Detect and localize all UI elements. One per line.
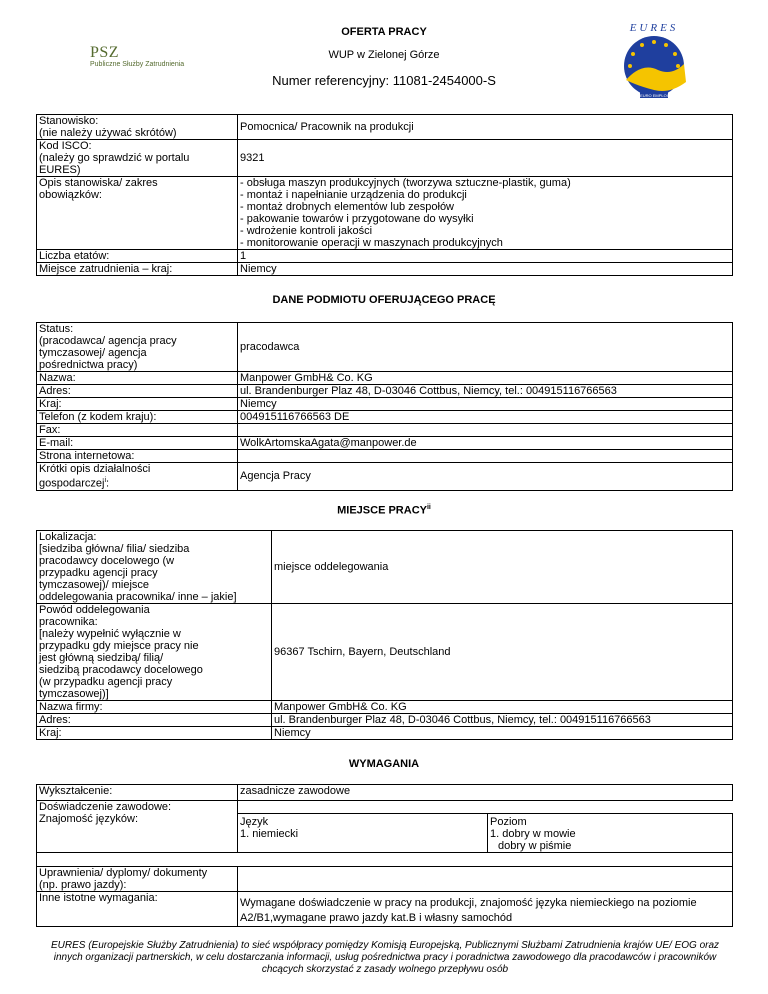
label-position: Stanowisko: (nie należy używać skrótów) [37,115,238,140]
duty-item: - monitorowanie operacji w maszynach produkcyjnych [240,237,503,249]
job-table [36,114,733,276]
value-fax [238,424,733,437]
label-isco: Kod ISCO: (należy go sprawdzić w portalu EURES) [37,140,238,177]
duty-item: - pakowanie towarów i przygotowane do wysyłki [240,213,474,225]
value-location: miejsce oddelegowania [272,531,733,604]
requirements-section-title: WYMAGANIA [348,758,420,770]
value-workplace-country: Niemcy [272,727,733,740]
value-address: ul. Brandenburger Plaz 48, D-03046 Cottbus, Niemcy, tel.: 004915116766563 [238,385,733,398]
label-location: Lokalizacja: [siedziba główna/ filia/ siedziba pracodawcy docelowego (w przypadku agencji pracy tymczasowej)/ miejsce oddelegowania pracownika/ inne – jakie] [37,531,272,604]
office-name: WUP w Zielonej Górze [328,49,440,61]
eures-emblem-icon [612,20,696,104]
label-workplace-address: Adres: [37,714,272,727]
document-title: OFERTA PRACY [341,26,427,38]
value-phone: 004915116766563 DE [238,411,733,424]
label-phone: Telefon (z kodem kraju): [37,411,238,424]
value-reason: 96367 Tschirn, Bayern, Deutschland [272,604,733,701]
label-employer-country: Kraj: [37,398,238,411]
value-isco: 9321 [238,140,733,177]
level-cell: Poziom 1. dobry w mowie dobry w piśmie [488,813,733,852]
value-name: Manpower GmbH& Co. KG [238,372,733,385]
language-cell: Język 1. niemiecki [238,813,488,852]
label-address: Adres: [37,385,238,398]
psz-logo-text: PSZ [90,44,120,61]
label-reason: Powód oddelegowania pracownika: [należy wypełnić wyłącznie w przypadku gdy miejsce pracy nie jest główną siedzibą/ filią/ siedzibą pracodawcy docelowego (w przypadku agencji pracy tymczasowej)] [37,604,272,701]
psz-logo-subtext: Publiczne Służby Zatrudnienia [90,61,185,68]
label-duties: Opis stanowiska/ zakres obowiązków: [37,177,238,250]
label-country: Miejsce zatrudnienia – kraj: [37,263,238,276]
requirements-table [36,784,733,927]
label-fax: Fax: [37,424,238,437]
label-experience: Doświadczenie zawodowe: [37,801,238,814]
value-duties [238,177,733,250]
label-other: Inne istotne wymagania: [37,891,238,926]
duty-item: - wdrożenie kontroli jakości [240,225,373,237]
value-employer-country: Niemcy [238,398,733,411]
value-activity: Agencja Pracy [238,463,733,491]
eures-logo-text: EURES [629,22,679,34]
value-position: Pomocnica/ Pracownik na produkcji [238,115,733,140]
workplace-table [36,530,733,740]
value-experience [238,801,733,814]
label-workplace-country: Kraj: [37,727,272,740]
employer-table [36,322,733,491]
value-other: Wymagane doświadczenie w pracy na produkcji, znajomość języka niemieckiego na poziomie A2/B1,wymagane prawo jazdy kat.B i własny samochód [238,891,733,926]
value-education: zasadnicze zawodowe [238,785,733,801]
value-permissions [238,866,733,891]
reference-number: Numer referencyjny: 11081-2454000-S [272,73,496,88]
eures-logo [612,20,696,104]
label-education: Wykształcenie: [37,785,238,801]
label-languages: Znajomość języków: [37,813,238,852]
value-email[interactable]: WolkArtomskaAgata@manpower.de [238,437,733,450]
label-status: Status: (pracodawca/ agencja pracy tymczasowej/ agencja pośrednictwa pracy) [37,323,238,372]
footer-note: EURES (Europejskie Służby Zatrudnienia) to sieć współpracy pomiędzy Komisją Europejską, Publicznymi Służbami Zatrudnienia krajów UE/ EOG oraz innych organizacji partnerskich, w celu dostarczania informacji, usług pośrednictwa pracy i poradnictwa zawodowego dla pracodawców i pracowników chcących skorzystać z zasady wolnego przepływu osób [50,940,720,975]
workplace-section-title: MIEJSCE PRACY$^{ii}$ [337,504,431,517]
duty-item: - montaż i napełnianie urządzenia do produkcji [240,189,467,201]
value-positions-count: 1 [238,250,733,263]
employer-section-title: DANE PODMIOTU OFERUJĄCEGO PRACĘ [272,294,496,306]
label-company: Nazwa firmy: [37,701,272,714]
label-permissions: Uprawnienia/ dyplomy/ dokumenty (np. prawo jazdy): [37,866,238,891]
eures-logo-subtext: EURO EMPLOI [640,93,668,98]
label-name: Nazwa: [37,372,238,385]
duty-item: - montaż drobnych elementów lub zespołów [240,201,455,213]
label-positions-count: Liczba etatów: [37,250,238,263]
label-activity: Krótki opis działalności gospodarczej$^i$: [37,463,238,491]
label-email: E-mail: [37,437,238,450]
value-company: Manpower GmbH& Co. KG [272,701,733,714]
psz-logo [90,44,220,68]
duty-item: - obsługa maszyn produkcyjnych (tworzywa sztuczne-plastik, guma) [240,177,571,189]
label-website: Strona internetowa: [37,450,238,463]
value-website [238,450,733,463]
value-workplace-address: ul. Brandenburger Plaz 48, D-03046 Cottbus, Niemcy, tel.: 004915116766563 [272,714,733,727]
value-status: pracodawca [238,323,733,372]
value-country: Niemcy [238,263,733,276]
